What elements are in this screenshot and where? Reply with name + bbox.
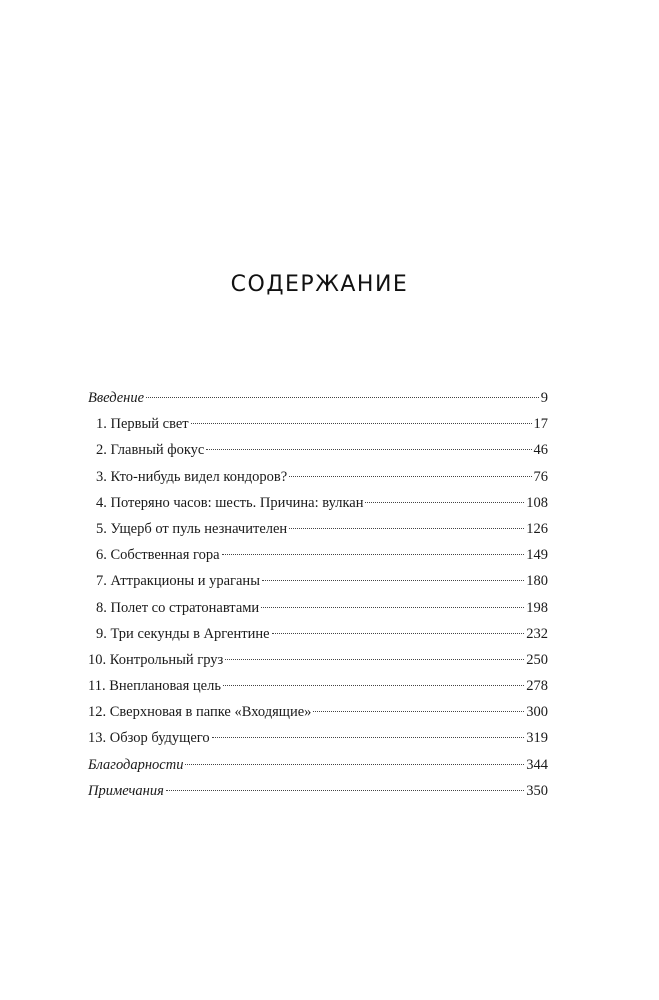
dot-leader	[365, 502, 524, 503]
dot-leader	[222, 554, 525, 555]
entry-page-number: 76	[533, 468, 548, 485]
entry-page-number: 350	[526, 782, 548, 799]
entry-label: 12. Сверхновая в папке «Входящие»	[88, 704, 312, 721]
toc-entry-chapter-6	[88, 545, 548, 571]
entry-page-number: 9	[540, 390, 548, 406]
dot-leader	[261, 607, 524, 608]
entry-page-number: 344	[526, 756, 548, 773]
toc-entry-chapter-7	[88, 571, 548, 597]
entry-page-number: 232	[526, 625, 548, 642]
entry-page-number: 250	[526, 651, 548, 668]
entry-label: 4. Потеряно часов: шесть. Причина: вулкан	[96, 494, 364, 511]
dot-leader	[185, 764, 524, 765]
entry-page-number: 126	[526, 520, 548, 537]
entry-label: 5. Ущерб от пуль незначителен	[96, 520, 288, 537]
dot-leader	[212, 737, 525, 738]
entry-label: 11. Внеплановая цель	[88, 678, 221, 695]
toc-entry-introduction	[88, 388, 548, 414]
dot-leader	[262, 580, 524, 581]
entry-label: 9. Три секунды в Аргентине	[96, 625, 270, 642]
dot-leader	[272, 633, 525, 634]
dot-leader	[313, 711, 524, 712]
toc-entry-chapter-10	[88, 650, 548, 676]
toc-entry-chapter-5	[88, 519, 548, 545]
entry-label: 2. Главный фокус	[96, 442, 205, 459]
entry-label: 3. Кто-нибудь видел кондоров?	[96, 468, 288, 485]
dot-leader	[191, 423, 532, 424]
entry-label: 1. Первый свет	[96, 416, 189, 433]
entry-label: 6. Собственная гора	[96, 547, 220, 564]
entry-label: 13. Обзор будущего	[88, 730, 210, 747]
toc-entry-chapter-9	[88, 624, 548, 650]
entry-label: 10. Контрольный груз	[88, 651, 224, 668]
entry-label: Благодарности	[88, 756, 184, 773]
toc-entry-acknowledgments	[88, 755, 548, 781]
dot-leader	[289, 528, 524, 529]
dot-leader	[225, 659, 524, 660]
dot-leader	[289, 476, 531, 477]
dot-leader	[223, 685, 524, 686]
toc-entry-chapter-11	[88, 676, 548, 702]
toc-entry-notes	[88, 781, 548, 807]
entry-page-number: 198	[526, 599, 548, 616]
toc-entry-chapter-2	[88, 440, 548, 466]
entry-page-number: 17	[533, 416, 548, 433]
entry-page-number: 149	[526, 547, 548, 564]
entry-page-number: 319	[526, 730, 548, 747]
entry-label: Введение	[88, 390, 145, 406]
dot-leader	[166, 790, 524, 791]
dot-leader	[206, 449, 531, 450]
toc-entry-chapter-8	[88, 598, 548, 624]
entry-page-number: 300	[526, 704, 548, 721]
entry-page-number: 46	[533, 442, 548, 459]
dot-leader	[146, 397, 539, 398]
toc-entry-chapter-13	[88, 728, 548, 754]
toc-entry-chapter-4	[88, 493, 548, 519]
entry-label: 7. Аттракционы и ураганы	[96, 573, 260, 590]
entry-page-number: 278	[526, 678, 548, 695]
entry-label: 8. Полет со стратонавтами	[96, 599, 260, 616]
entry-page-number: 180	[526, 573, 548, 590]
entry-page-number: 108	[526, 494, 548, 511]
toc-entry-chapter-3	[88, 467, 548, 493]
entry-label: Примечания	[88, 782, 164, 799]
page-title: СОДЕРЖАНИЕ	[230, 272, 409, 297]
toc-entry-chapter-12	[88, 702, 548, 728]
table-of-contents	[88, 388, 548, 807]
toc-entry-chapter-1	[88, 414, 548, 440]
